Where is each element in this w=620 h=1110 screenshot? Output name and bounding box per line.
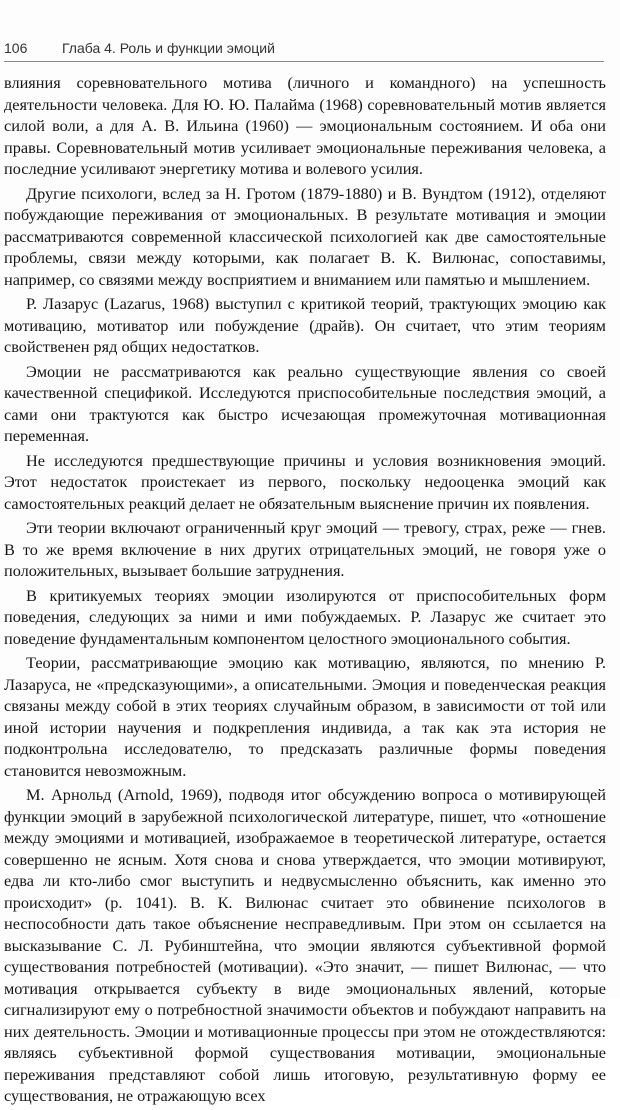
body-text (4, 72, 606, 1110)
paragraph: Эти теории включают ограниченный круг эмоций — тревогу, страх, реже — гнев. В то же время включение в них других отрицательных эмоций, не говоря уже о положительных, вызывает большие затруднения. (4, 518, 606, 580)
paragraph: Другие психологи, вслед за Н. Гротом (1879-1880) и В. Вундтом (1912), отделяют побуждающие переживания от эмоциональных. В результате мотивация и эмоции рассматриваются современной классической психологией как две самостоятельные проблемы, связи между которыми, как полагает В. К. Вилюнас, сопоставимы, например, со связями между восприятием и вниманием или памятью и мышлением. (4, 183, 606, 289)
paragraph: Теории, рассматривающие эмоцию как мотивацию, являются, по мнению Р. Лазаруса, не «предсказующими», а описательными. Эмоция и поведенческая реакция связаны между собой в этих теориях случайным образом, в зависимости от той или иной истории научения и подкрепления индивида, а так как эта история не подконтрольна исследователю, то предсказать различные формы поведения становится невозможным. (4, 653, 606, 780)
header-divider (4, 61, 604, 62)
chapter-title: Глаба 4. Роль и функции эмоций (62, 40, 275, 56)
paragraph: Р. Лазарус (Lazarus, 1968) выступил с критикой теорий, трактующих эмоцию как мотивацию, мотиватор или побуждение (драйв). Он считает, что этим теориям свойственен ряд общих недостатков. (4, 294, 606, 356)
paragraph: Не исследуются предшествующие причины и условия возникновения эмоций. Этот недостаток проистекает из первого, поскольку недооценка эмоций как самостоятельных реакций делает не обязательным выяснение причин их появления. (4, 450, 606, 513)
paragraph: Эмоции не рассматриваются как реально существующие явления со своей качественной спецификой. Исследуются приспособительные последствия эмоций, а сами они трактуются как быстро исчезающая промежуточная мотивационная переменная. (4, 361, 606, 445)
paragraph: влияния соревновательного мотива (личного и командного) на успешность деятельности человека. Для Ю. Ю. Палайма (1968) соревновательный мотив является силой воли, а для А. В. Ильина (1960) — эмоциональным состоянием. И оба они правы. Соревновательный мотив усиливает эмоциональные переживания человека, а последние усиливают энергетику мотива и волевого усилия. (4, 73, 606, 178)
paragraph: М. Арнольд (Arnold, 1969), подводя итог обсуждению вопроса о мотивирующей функции эмоций в зарубежной психологической литературе, пишет, что «отношение между эмоциями и мотивацией, изображаемое в теоретической литературе, остается совершенно не ясным. Хотя снова и снова утверждается, что эмоции мотивируют, едва ли кто-либо смог выступить и недвусмысленно объяснить, как именно это происходит» (p. 1041). В. К. Вилюнас считает это обвинение психологов в неспособности дать такое объяснение несправедливым. При этом он ссылается на высказывание С. Л. Рубинштейна, что эмоции являются субъективной формой существования потребностей (мотивации). «Это значит, — пишет Вилюнас, — что мотивация открывается субъекту в виде эмоциональных явлений, которые сигнализируют ему о потребностной значимости объектов и побуждают направить на них деятельность. Эмоции и мотивационные процессы при этом не отождествляются: являясь субъективной формой существования мотивации, эмоциональные переживания представляют собой лишь итоговую, результативную форму ее существования, не отражающую всех (4, 785, 606, 1105)
paragraph: В критикуемых теориях эмоции изолируются от приспособительных форм поведения, следующих за ними и ими побуждаемых. Р. Лазарус же считает это поведение фундаментальным компонентом целостного эмоционального события. (4, 585, 606, 648)
running-header (4, 40, 275, 56)
page-number: 106 (4, 40, 28, 56)
